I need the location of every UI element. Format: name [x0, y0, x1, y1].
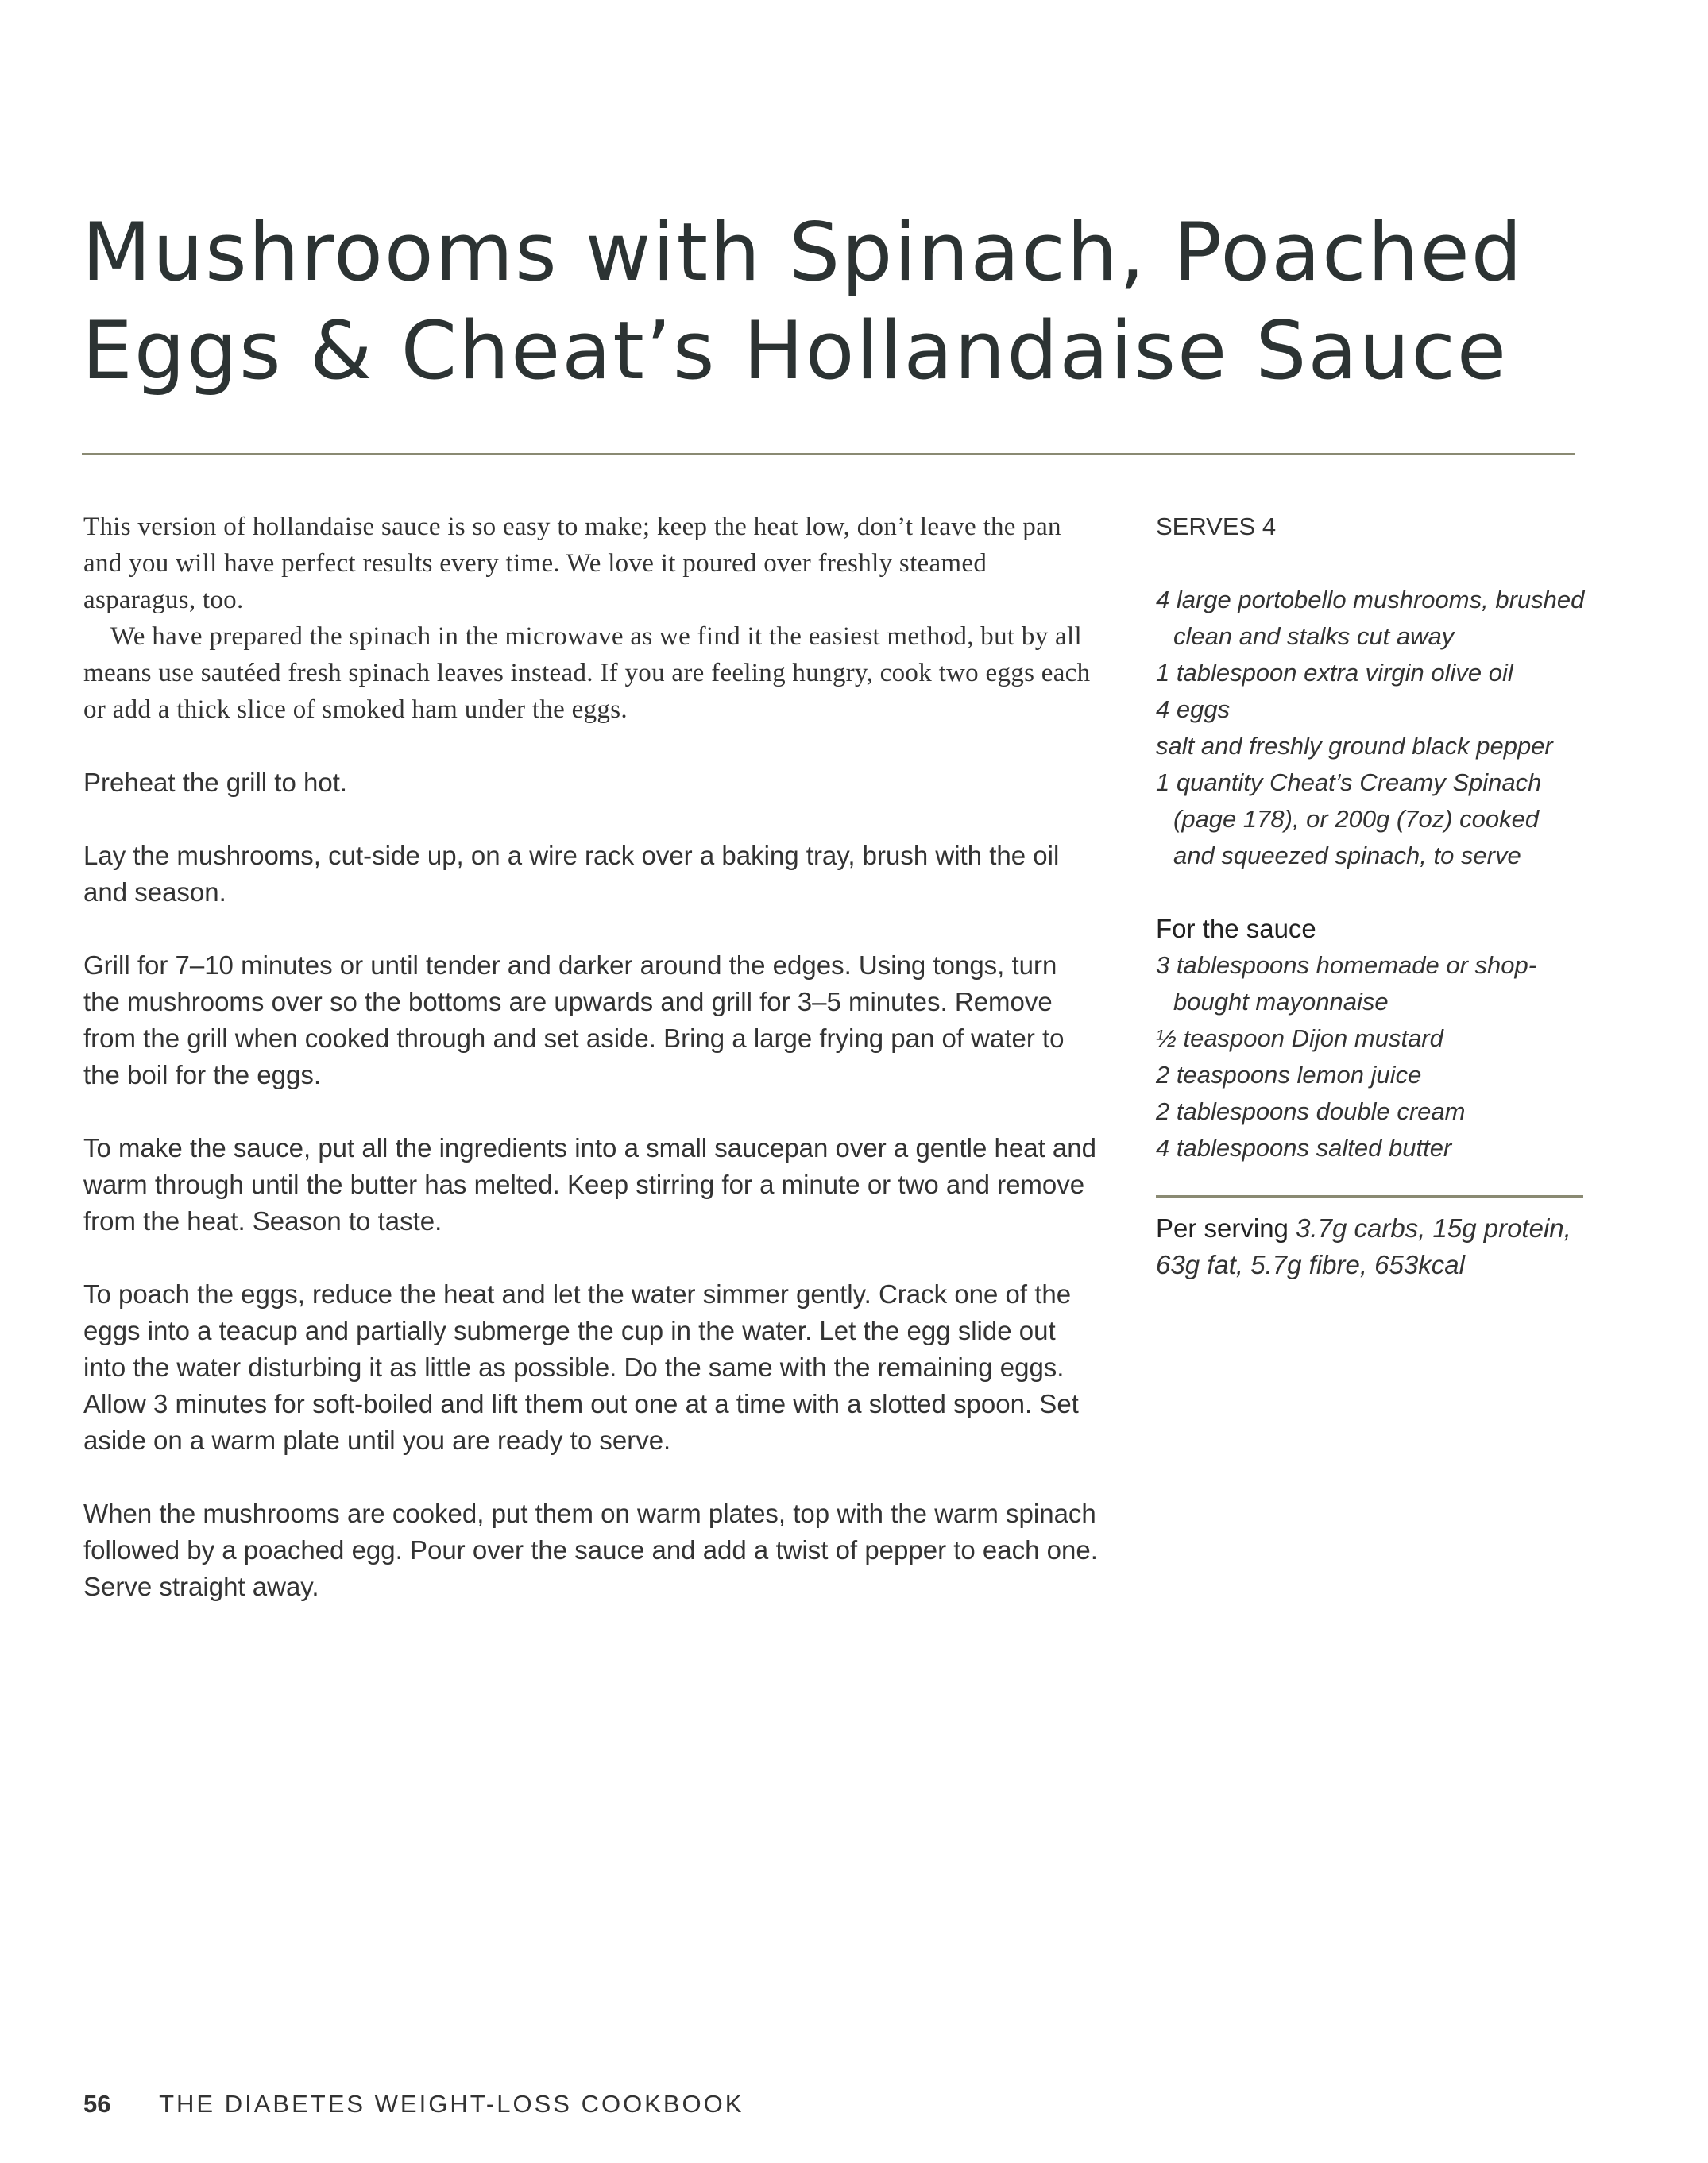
sauce-ingredient-item: 3 tablespoons homemade or shop-bought mayonnaise — [1156, 951, 1537, 1016]
intro-paragraph: This version of hollandaise sauce is so easy to make; keep the heat low, don’t leave the pan and you will have perfect results every time. We love it poured over freshly steamed asparagus, too. — [83, 513, 1061, 614]
ingredient-item: 1 quantity Cheat’s Creamy Spinach (page 178), or 200g (7oz) cooked and squeezed spinach, to serve — [1156, 768, 1542, 869]
method-step: Lay the mushrooms, cut-side up, on a wire rack over a baking tray, brush with the oil and season. — [83, 841, 1060, 907]
title-divider — [82, 453, 1575, 455]
method-step: Preheat the grill to hot. — [83, 768, 348, 797]
method-step: To poach the eggs, reduce the heat and let the water simmer gently. Crack one of the eggs into a teacup and partially submerge the cup in the water. Let the egg slide out into the water disturbing it as little as possible. Do the same with the remaining eggs. Allow 3 minutes for soft-boiled and lift them out one at a time with a slotted spoon. Set aside on a warm plate until you are ready to serve. — [83, 1279, 1079, 1455]
ingredients-list — [1156, 582, 1585, 874]
sauce-ingredient-item: 2 teaspoons lemon juice — [1156, 1061, 1422, 1089]
method-step: Grill for 7–10 minutes or until tender and darker around the edges. Using tongs, turn the mushrooms over so the bottoms are upwards and grill for 3–5 minutes. Remove from the grill when cooked through and set aside. Bring a large frying pan of water to the boil for the eggs. — [83, 950, 1065, 1089]
ingredient-item: salt and freshly ground black pepper — [1156, 732, 1553, 760]
sauce-ingredients-list — [1156, 947, 1585, 1167]
method-step: When the mushrooms are cooked, put them on warm plates, top with the warm spinach followed by a poached egg. Pour over the sauce and add a twist of pepper to each one. Serve straight away. — [83, 1499, 1098, 1601]
sauce-ingredient-item: 2 tablespoons double cream — [1156, 1097, 1466, 1125]
ingredient-item: 4 large portobello mushrooms, brushed clean and stalks cut away — [1156, 586, 1585, 650]
sauce-ingredient-item: 4 tablespoons salted butter — [1156, 1134, 1452, 1162]
method-step: To make the sauce, put all the ingredients into a small saucepan over a gentle heat and warm through until the butter has melted. Keep stirring for a minute or two and remove from the heat. Season to taste. — [83, 1133, 1096, 1236]
book-title: THE DIABETES WEIGHT-LOSS COOKBOOK — [159, 2090, 744, 2118]
sauce-ingredient-item: ½ teaspoon Dijon mustard — [1156, 1024, 1443, 1052]
method-steps — [83, 764, 1100, 1605]
ingredient-item: 4 eggs — [1156, 695, 1231, 723]
nutrition-divider — [1156, 1195, 1583, 1198]
intro-text — [83, 509, 1100, 728]
nutrition-info — [1156, 1210, 1585, 1283]
ingredient-item: 1 tablespoon extra virgin olive oil — [1156, 659, 1513, 687]
page-title: Mushrooms with Spinach, Poached Eggs & Cheat’s Hollandaise Sauce — [82, 205, 1524, 397]
page-footer — [83, 2088, 744, 2120]
nutrition-label: Per serving — [1156, 1213, 1289, 1243]
sauce-heading: For the sauce — [1156, 914, 1316, 943]
intro-paragraph: We have prepared the spinach in the microwave as we find it the easiest method, but by all means use sautéed fresh spinach leaves instead. If you are feeling hungry, cook two eggs each or add a thick slice of smoked ham under the eggs. — [83, 622, 1091, 724]
ingredients-column — [1156, 509, 1585, 1283]
method-column — [83, 509, 1100, 1642]
nutrition-value: 3.7g carbs, 15g protein, 63g fat, 5.7g fibre, 653kcal — [1156, 1213, 1571, 1279]
serves-label: SERVES 4 — [1156, 513, 1277, 540]
page-number: 56 — [83, 2090, 111, 2118]
